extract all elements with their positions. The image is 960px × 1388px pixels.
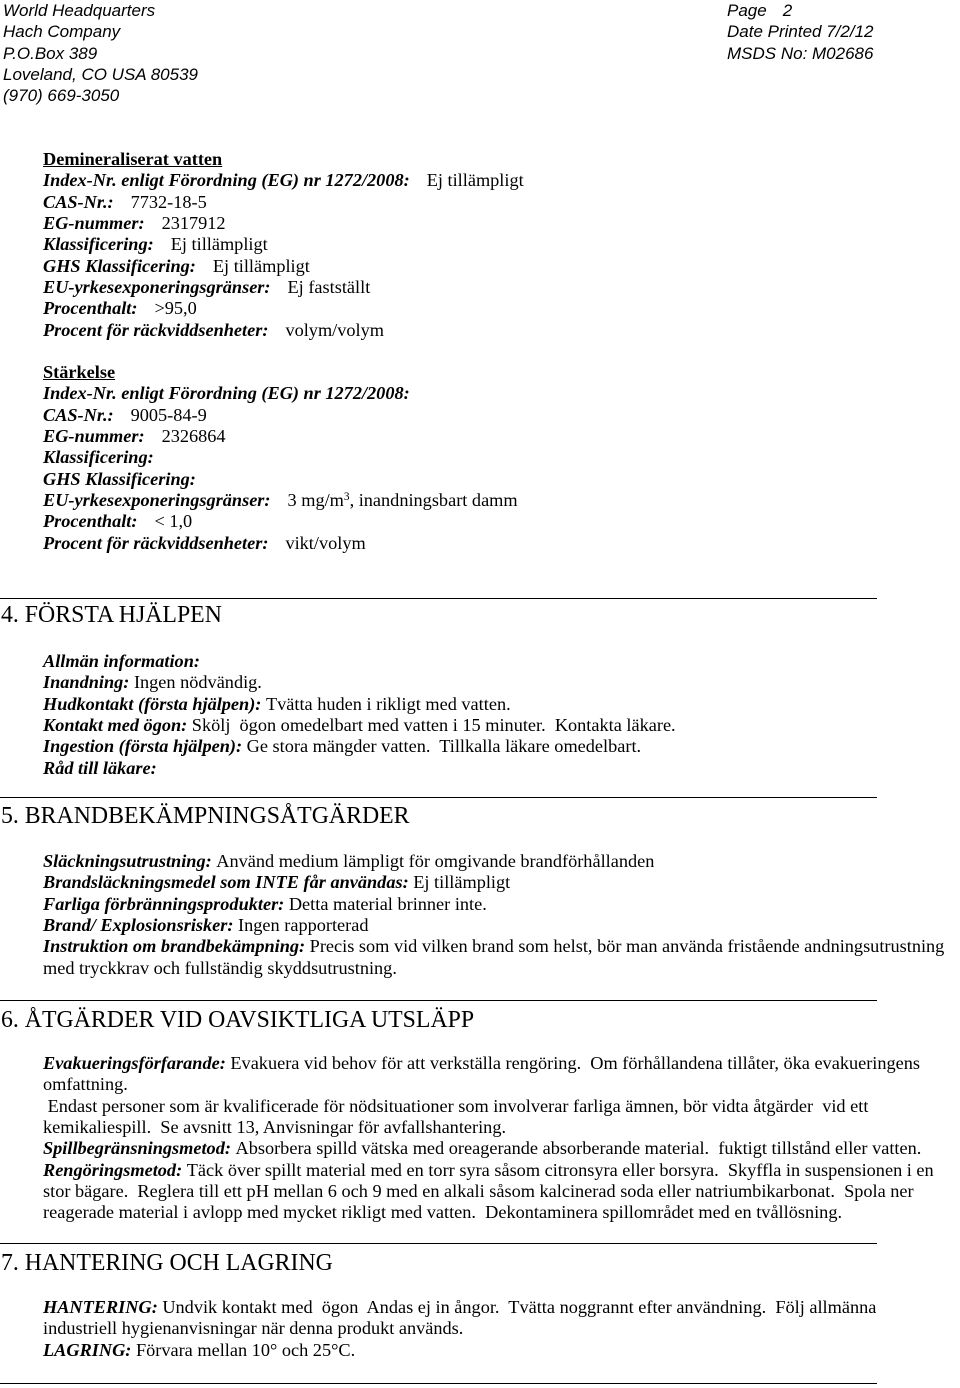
exposure-note: , inandningsbart damm xyxy=(349,489,518,510)
field-label: GHS Klassificering: xyxy=(43,468,196,489)
component-demineraliserat-vatten xyxy=(43,149,524,341)
info-row xyxy=(43,894,944,915)
field-value: volym/volym xyxy=(285,319,384,340)
field-label: Procent för räckviddsenheter: xyxy=(43,319,269,340)
continuation-line xyxy=(43,1181,934,1202)
info-value: Evakuera vid behov för att verkställa rengöring. Om förhållandena tillåter, öka evakueringens xyxy=(230,1053,921,1073)
field-value: 2317912 xyxy=(161,212,226,233)
info-label: LAGRING: xyxy=(43,1339,132,1360)
info-value: Ingen nödvändig. xyxy=(133,672,262,693)
exposure-value: 3 mg/m xyxy=(287,489,344,510)
info-row xyxy=(43,694,676,715)
section-heading-fire-fighting: 5. BRANDBEKÄMPNINGSÅTGÄRDER xyxy=(1,803,410,829)
info-label: HANTERING: xyxy=(43,1297,158,1317)
section-divider xyxy=(0,797,877,798)
info-label: Råd till läkare: xyxy=(43,757,157,778)
exponent: 3 xyxy=(343,490,350,503)
continuation-line xyxy=(43,1096,934,1117)
info-row xyxy=(43,936,944,957)
po-box: P.O.Box 389 xyxy=(3,43,98,63)
info-value: Ingen rapporterad xyxy=(238,914,369,935)
info-row xyxy=(43,851,944,872)
field-label: Procenthalt: xyxy=(43,298,138,319)
continuation-text: kemikaliespill. Se avsnitt 13, Anvisningar för avfallshantering. xyxy=(43,1116,507,1137)
field-row xyxy=(43,170,524,191)
info-value: Undvik kontakt med ögon Andas ej in ångor. Tvätta noggrannt efter användning. Följ allmänna xyxy=(162,1297,877,1317)
info-label: Rengöringsmetod: xyxy=(43,1159,183,1180)
field-row xyxy=(43,533,518,554)
field-row xyxy=(43,469,518,490)
first-aid-section xyxy=(43,651,676,779)
field-row xyxy=(43,256,524,277)
info-value: Tvätta huden i rikligt med vatten. xyxy=(265,693,511,714)
field-row xyxy=(43,234,524,255)
field-label: EU-yrkesexponeringsgränser: xyxy=(43,276,271,297)
field-row xyxy=(43,320,524,341)
continuation-line xyxy=(43,1074,934,1095)
info-label: Inandning: xyxy=(43,672,130,693)
continuation-line xyxy=(43,1117,934,1138)
component-starkelse xyxy=(43,362,518,554)
section-divider xyxy=(0,1000,877,1001)
field-value: 2326864 xyxy=(161,425,226,446)
page-number: 2 xyxy=(782,1,793,20)
page-indicator xyxy=(727,0,873,21)
continuation-text: industriell hygienanvisningar när denna produkt används. xyxy=(43,1318,464,1339)
field-label: CAS-Nr.: xyxy=(43,191,114,212)
field-label: GHS Klassificering: xyxy=(43,255,196,276)
info-value: Ge stora mängder vatten. Tillkalla läkare omedelbart. xyxy=(246,736,642,757)
info-row xyxy=(43,1340,876,1361)
field-label: EG-nummer: xyxy=(43,212,145,233)
info-row xyxy=(43,1160,934,1181)
info-value: Absorbera spilld vätska med oreagerande absorberande material. fuktigt tillstånd eller vatten. xyxy=(235,1138,922,1159)
continuation-text: stor bägare. Reglera till ett pH mellan 6 och 9 med en alkali såsom kalcinerad soda eller natriumbikarbonat. Spola ner xyxy=(43,1180,914,1201)
field-value: Ej fastställt xyxy=(287,276,371,297)
info-value: Ej tillämpligt xyxy=(413,872,511,893)
continuation-text: reagerade material i avlopp med mycket rikligt med vatten. Dekontaminera spillområdet med en tvållösning. xyxy=(43,1202,843,1223)
field-label: Klassificering: xyxy=(43,447,154,468)
msds-number: MSDS No: M02686 xyxy=(727,43,874,63)
field-value: Ej tillämpligt xyxy=(170,234,268,255)
info-value: Skölj ögon omedelbart med vatten i 15 minuter. Kontakta läkare. xyxy=(191,714,676,735)
continuation-line xyxy=(43,958,944,979)
info-label: Evakueringsförfarande: xyxy=(43,1053,226,1073)
info-value: Använd medium lämpligt för omgivande brandförhållanden xyxy=(216,851,655,871)
continuation-text: Endast personer som är kvalificerade för nödsituationer som involverar farliga ämnen, bör vidta åtgärder vid ett xyxy=(43,1095,869,1116)
field-row xyxy=(43,511,518,532)
company-address-block xyxy=(3,0,198,107)
section-divider xyxy=(0,1383,877,1384)
info-label: Kontakt med ögon: xyxy=(43,714,188,735)
field-value: vikt/volym xyxy=(285,532,366,553)
field-value: 7732-18-5 xyxy=(130,191,207,212)
field-label: Procent för räckviddsenheter: xyxy=(43,532,269,553)
field-row xyxy=(43,383,518,404)
page-label: Page xyxy=(727,1,767,20)
field-row xyxy=(43,447,518,468)
info-label: Släckningsutrustning: xyxy=(43,851,212,871)
section-divider xyxy=(0,598,877,599)
field-row xyxy=(43,405,518,426)
info-row xyxy=(43,1297,876,1318)
field-row xyxy=(43,277,524,298)
info-label: Hudkontakt (första hjälpen): xyxy=(43,693,262,714)
continuation-text: omfattning. xyxy=(43,1074,128,1095)
city-address: Loveland, CO USA 80539 xyxy=(3,64,198,84)
field-row xyxy=(43,490,518,511)
field-row xyxy=(43,192,524,213)
info-value: Precis som vid vilken brand som helst, bör man använda fristående andningsutrustning xyxy=(309,936,945,957)
continuation-line xyxy=(43,1202,934,1223)
section-divider xyxy=(0,1243,877,1244)
info-label: Ingestion (första hjälpen): xyxy=(43,736,243,757)
field-label: EG-nummer: xyxy=(43,425,145,446)
phone-number: (970) 669-3050 xyxy=(3,86,120,106)
continuation-line xyxy=(43,1318,876,1339)
field-value: >95,0 xyxy=(154,298,197,319)
info-label: Instruktion om brandbekämpning: xyxy=(43,936,306,957)
field-value: Ej tillämpligt xyxy=(212,255,310,276)
accidental-release-section xyxy=(43,1053,934,1224)
field-label: EU-yrkesexponeringsgränser: xyxy=(43,489,271,510)
field-label: Index-Nr. enligt Förordning (EG) nr 1272/2008: xyxy=(43,383,410,404)
info-label: Spillbegränsningsmetod: xyxy=(43,1138,231,1159)
field-label: CAS-Nr.: xyxy=(43,404,114,425)
section-heading-first-aid: 4. FÖRSTA HJÄLPEN xyxy=(1,602,222,628)
info-label: Allmän information: xyxy=(43,651,200,671)
info-row xyxy=(43,915,944,936)
fire-fighting-section xyxy=(43,851,944,979)
field-value xyxy=(288,490,518,510)
info-row xyxy=(43,651,676,672)
info-value: Förvara mellan 10° och 25°C. xyxy=(135,1339,356,1360)
info-label: Brand/ Explosionsrisker: xyxy=(43,914,234,935)
field-value: Ej tillämpligt xyxy=(426,170,524,191)
handling-storage-section xyxy=(43,1297,876,1361)
info-row xyxy=(43,736,676,757)
field-row xyxy=(43,213,524,234)
field-label: Klassificering: xyxy=(43,234,154,255)
info-row xyxy=(43,672,676,693)
section-heading-accidental-release: 6. ÅTGÄRDER VID OAVSIKTLIGA UTSLÄPP xyxy=(1,1007,475,1033)
info-row xyxy=(43,1053,934,1074)
field-label: Index-Nr. enligt Förordning (EG) nr 1272/2008: xyxy=(43,170,410,191)
info-label: Brandsläckningsmedel som INTE får användas: xyxy=(43,872,409,893)
info-value: Täck över spillt material med en torr syra såsom citronsyra eller borsyra. Skyffla in suspensionen i en xyxy=(186,1159,934,1180)
info-row xyxy=(43,715,676,736)
field-label: Procenthalt: xyxy=(43,511,138,532)
section-heading-handling-storage: 7. HANTERING OCH LAGRING xyxy=(1,1250,333,1276)
info-row xyxy=(43,872,944,893)
component-name: Stärkelse xyxy=(43,362,116,382)
field-row xyxy=(43,426,518,447)
continuation-text: med tryckkrav och fullständig skyddsutrustning. xyxy=(43,957,397,978)
info-label: Farliga förbränningsprodukter: xyxy=(43,893,285,914)
field-row xyxy=(43,298,524,319)
field-value: 9005-84-9 xyxy=(130,404,207,425)
date-printed: Date Printed 7/2/12 xyxy=(727,22,874,42)
field-value: < 1,0 xyxy=(154,511,193,532)
info-row xyxy=(43,758,676,779)
company-name: Hach Company xyxy=(3,22,121,42)
info-value: Detta material brinner inte. xyxy=(288,893,487,914)
headquarters-label: World Headquarters xyxy=(3,1,156,20)
info-row xyxy=(43,1138,934,1159)
document-meta-block xyxy=(727,0,873,64)
component-name: Demineraliserat vatten xyxy=(43,149,223,169)
